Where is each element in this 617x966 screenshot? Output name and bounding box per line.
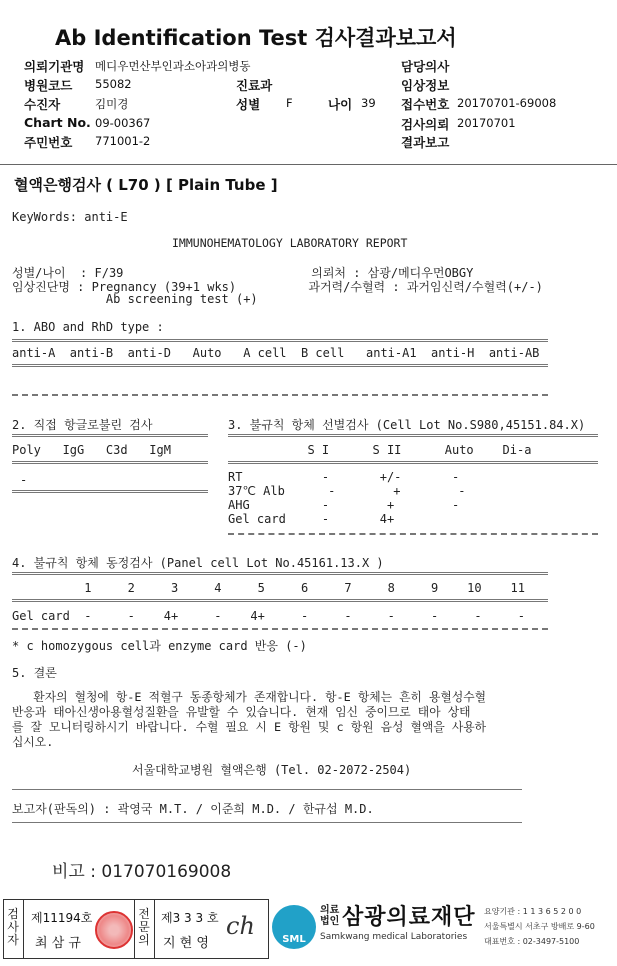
- cell-divider: [154, 900, 155, 958]
- divider: [12, 599, 548, 602]
- signature-box: [3, 899, 269, 959]
- screen-row: AHG - + -: [228, 498, 460, 512]
- divider: [12, 394, 548, 396]
- field-label: 임상정보: [401, 78, 450, 93]
- divider: [12, 822, 522, 823]
- hospital-line: 서울대학교병원 혈액은행 (Tel. 02-2072-2504): [132, 763, 412, 777]
- field-label: 병원코드: [24, 78, 73, 93]
- divider: [12, 461, 208, 464]
- divider: [12, 364, 548, 367]
- divider: [12, 339, 548, 342]
- field-label: 검사의뢰: [401, 117, 450, 132]
- screen-row: Gel card - 4+: [228, 512, 395, 526]
- conclusion-line: 를 잘 모니터링하시기 바랍니다. 수혈 필요 시 E 항원 및 c 항원 음성 혈액을 사용하: [12, 720, 487, 734]
- divider: [12, 789, 522, 790]
- conclusion-line: 반응과 태아신생아용혈성질환을 유발할 수 있습니다. 현재 임신 중이므로 태아 상태: [12, 705, 471, 719]
- field-label: 주민번호: [24, 135, 73, 150]
- field-value: 20170701-69008: [457, 96, 557, 110]
- conclusion-line: 환자의 혈청에 항-E 적혈구 동종항체가 존재합니다. 항-E 항체는 흔히 용혈성수혈: [12, 690, 487, 704]
- field-label: 의뢰기관명: [24, 59, 85, 74]
- dept-label: 진료과: [236, 78, 273, 93]
- section-title: 혈액은행검사 ( L70 ) [ Plain Tube ]: [14, 176, 278, 194]
- field-value: 55082: [95, 77, 132, 91]
- divider: [12, 434, 208, 437]
- field-label: 수진자: [24, 97, 61, 112]
- keywords: KeyWords: anti-E: [12, 210, 128, 224]
- specialist-name: 지 현 영: [163, 936, 209, 951]
- info-line: 성별/나이 : F/39 의뢰처 : 삼광/메디우먼OBGY: [12, 266, 474, 280]
- org-name: 삼광의료재단: [342, 905, 476, 930]
- field-value: 메디우먼산부인과소아과의병동: [95, 59, 251, 73]
- ident-title: 4. 불규칙 항체 동정검사 (Panel cell Lot No.45161.13.X ): [12, 556, 384, 570]
- sex-label: 성별: [236, 97, 261, 112]
- conclusion-line: 십시오.: [12, 735, 54, 749]
- field-value: 09-00367: [95, 116, 151, 130]
- age-value: 39: [361, 96, 376, 110]
- cell-divider: [134, 900, 135, 958]
- field-label: 담당의사: [401, 59, 450, 74]
- signature-mark: ch: [226, 912, 255, 940]
- biko-note: 비고 : 017070169008: [52, 862, 232, 882]
- conclusion-title: 5. 결론: [12, 666, 57, 680]
- note: * c homozygous cell과 enzyme card 반응 (-): [12, 639, 307, 653]
- screen-row: RT - +/- -: [228, 470, 460, 484]
- divider: [12, 628, 548, 630]
- field-value: 김미경: [95, 97, 129, 111]
- divider: [228, 461, 598, 464]
- divider: [228, 434, 598, 437]
- examiner-label: 검 사 자: [7, 907, 19, 947]
- dat-headers: Poly IgG C3d IgM: [12, 443, 171, 457]
- org-info-line: 요양기관 : 1 1 3 6 5 2 0 0: [484, 907, 582, 916]
- abo-headers: anti-A anti-B anti-D Auto A cell B cell anti-A1 anti-H anti-AB: [12, 346, 540, 360]
- ident-row: Gel card - - 4+ - 4+ - - - - - -: [12, 609, 525, 623]
- examiner-name: 최 삼 규: [35, 936, 81, 951]
- field-label: 접수번호: [401, 97, 450, 112]
- age-label: 나이: [328, 97, 353, 112]
- divider: [12, 490, 208, 493]
- lab-title: IMMUNOHEMATOLOGY LABORATORY REPORT: [172, 236, 408, 250]
- sml-logo-icon: SML: [272, 905, 316, 949]
- screen-title: 3. 불규칙 항체 선별검사 (Cell Lot No.S980,45151.84.X): [228, 418, 586, 432]
- info-line: 임상진단명 : Pregnancy (39+1 wks) 과거력/수혈력 : 과거임신력/수혈력(+/-): [12, 280, 543, 294]
- dat-title: 2. 직접 항글로불린 검사: [12, 418, 153, 432]
- org-info-line: 서울특별시 서초구 방배로 9-60: [484, 922, 595, 931]
- cell-divider: [23, 900, 24, 958]
- field-value: 771001-2: [95, 134, 151, 148]
- sex-value: F: [286, 96, 293, 110]
- field-label: Chart No.: [24, 115, 91, 130]
- info-line: Ab screening test (+): [12, 292, 258, 306]
- field-value: 20170701: [457, 116, 516, 130]
- screen-headers: S I S II Auto Di-a: [228, 443, 532, 457]
- specialist-no: 제3 3 3 호: [161, 911, 219, 925]
- header-divider: [0, 164, 617, 165]
- examiner-no: 제11194호: [31, 911, 93, 925]
- specialist-label: 전 문 의: [138, 907, 150, 947]
- report-title: Ab Identification Test 검사결과보고서: [55, 26, 457, 50]
- org-info-line: 대표번호 : 02-3497-5100: [484, 937, 580, 946]
- ident-headers: 1 2 3 4 5 6 7 8 9 10 11: [12, 581, 525, 595]
- org-prefix: 의료 법인: [320, 905, 340, 927]
- examiner-seal: [95, 911, 133, 949]
- org-english: Samkwang medical Laboratories: [320, 932, 468, 942]
- abo-title: 1. ABO and RhD type :: [12, 320, 164, 334]
- reporter-line: 보고자(판독의) : 곽영국 M.T. / 이준희 M.D. / 한규섭 M.D.: [12, 802, 374, 816]
- screen-row: 37℃ Alb - + -: [228, 484, 466, 498]
- divider: [228, 533, 598, 535]
- divider: [12, 572, 548, 575]
- field-label: 결과보고: [401, 135, 450, 150]
- dat-value: -: [20, 473, 28, 487]
